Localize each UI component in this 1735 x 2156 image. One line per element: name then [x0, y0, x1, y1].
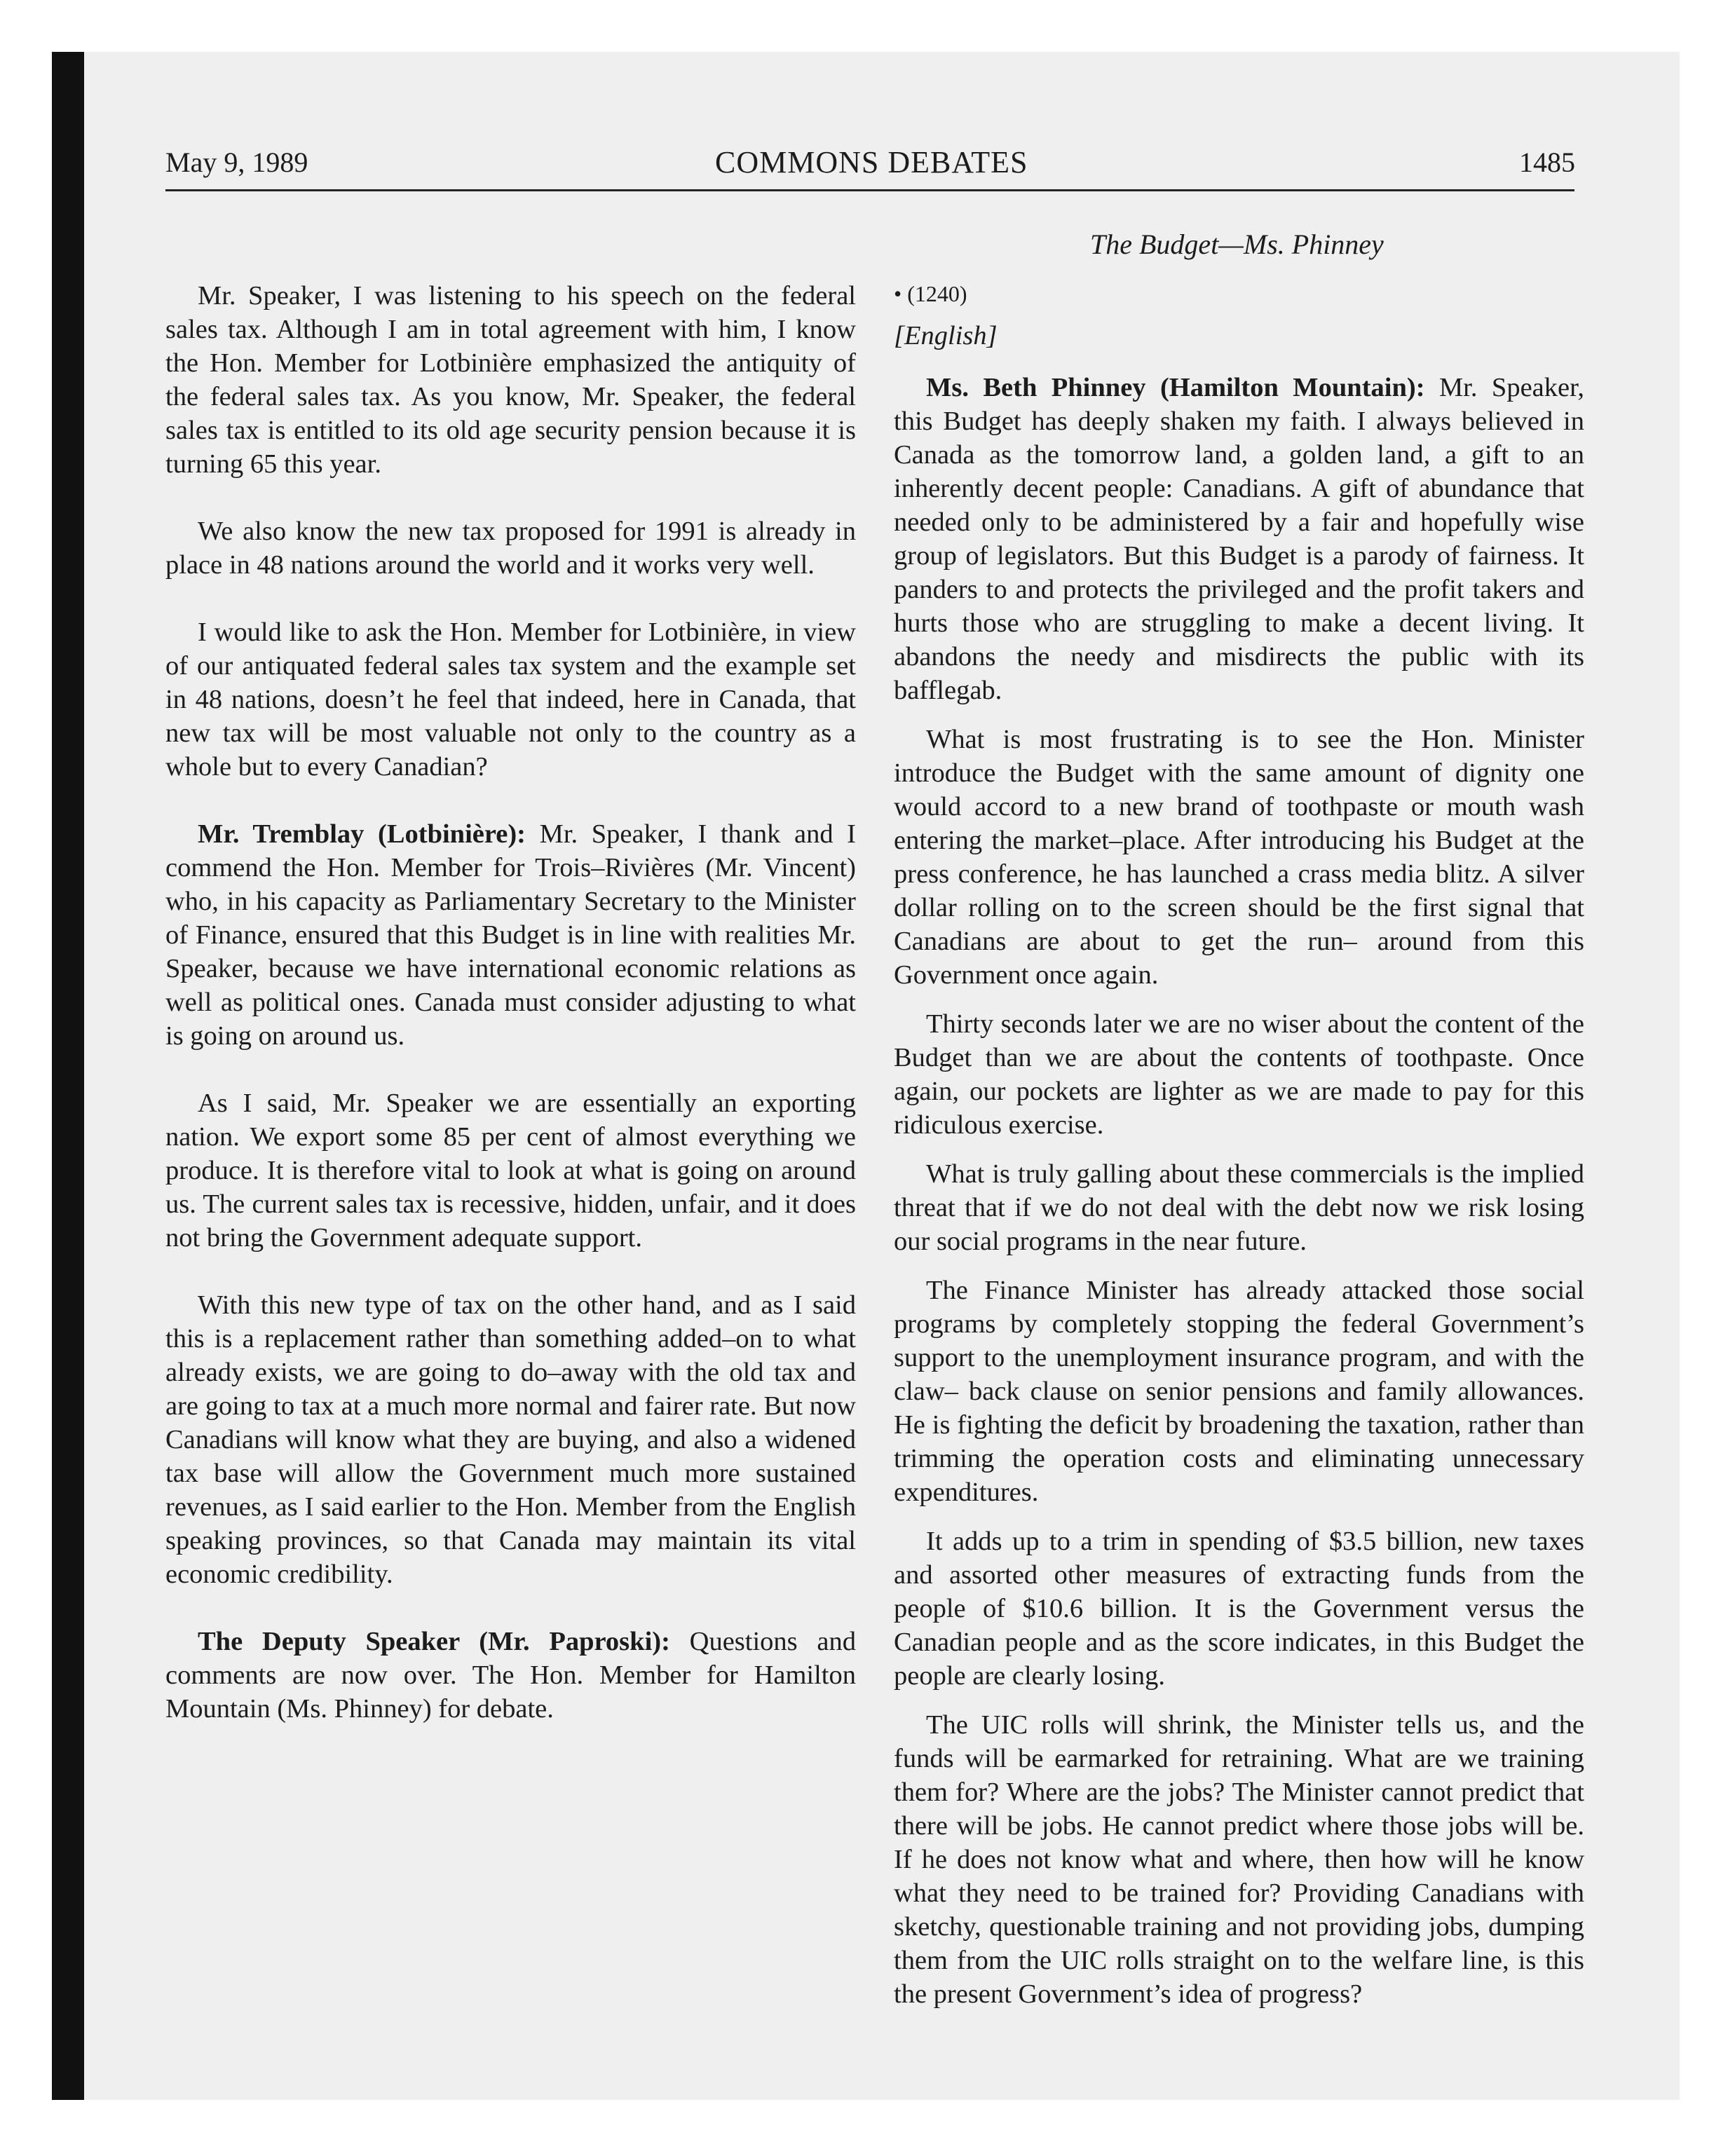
language-marker: [English]	[894, 321, 998, 350]
paragraph: The UIC rolls will shrink, the Minister tells us, and the funds will be earmarked for retraining. What are we training them for? Where are the jobs? The Minister cannot predict that there will be jobs. He cannot predict where those jobs will be. If he does not know what and where, then how will he know what they need to be trained for? Providing Canadians with sketchy, questionable training and not providing jobs, dumping them from the UIC rolls straight on to the welfare line, is this the present Government’s idea of progress?	[894, 1710, 1584, 2009]
binding-edge	[52, 52, 84, 2100]
paragraph: What is truly galling about these commercials is the implied threat that if we do not deal with the debt now we risk losing our social programs in the near future.	[894, 1159, 1584, 1256]
left-column	[165, 279, 856, 1759]
paragraph: It adds up to a trim in spending of $3.5 billion, new taxes and assorted other measures of extracting funds from the people of $10.6 billion. It is the Government versus the Canadian people and as the score indicates, in this Budget the people are clearly losing.	[894, 1527, 1584, 1691]
paragraph: Thirty seconds later we are no wiser about the content of the Budget than we are about the contents of toothpaste. Once again, our pockets are lighter as we are made to pay for this ridiculous exercise.	[894, 1009, 1584, 1140]
header-rule	[165, 189, 1574, 191]
header-page-number: 1485	[1519, 146, 1575, 178]
timestamp: • (1240)	[894, 281, 967, 306]
paragraph	[165, 1625, 856, 1726]
header-publication: COMMONS DEBATES	[715, 145, 1028, 179]
paragraph: Mr. Speaker, I was listening to his speech on the federal sales tax. Although I am in total agreement with him, I know the Hon. Member for Lotbinière emphasized the antiquity of the federal sales tax. As you know, Mr. Speaker, the federal sales tax is entitled to its old age security pension because it is turning 65 this year.	[165, 281, 856, 479]
paragraph: The Finance Minister has already attacked those social programs by completely stopping the federal Government’s support to the unemployment insurance program, and with the claw– back clause on senior pensions and family allowances. He is fighting the deficit by broadening the taxation, rather than trimming the operation costs and eliminating unnecessary expenditures.	[894, 1276, 1584, 1507]
paragraph: What is most frustrating is to see the Hon. Minister introduce the Budget with the same amount of dignity one would accord to a new brand of toothpaste or mouth wash entering the market–place. After introducing his Budget at the press conference, he has launched a crass media blitz. A silver dollar rolling on to the screen should be the first signal that Canadians are about to get the run– around from this Government once again.	[894, 725, 1584, 990]
paragraph	[894, 371, 1584, 707]
speaker-name: The Deputy Speaker (Mr. Paproski):	[198, 1627, 670, 1656]
right-column	[894, 277, 1584, 2026]
paragraph: As I said, Mr. Speaker we are essentially an exporting nation. We export some 85 per cent of almost everything we produce. It is therefore vital to look at what is going on around us. The current sales tax is recessive, hidden, unfair, and it does not bring the Government adequate support.	[165, 1089, 856, 1253]
paragraph: With this new type of tax on the other hand, and as I said this is a replacement rather than something added–on to what already exists, we are going to do–away with the old tax and are going to tax at a much more normal and fairer rate. But now Canadians will know what they are buying, and also a widened tax base will allow the Government much more sustained revenues, as I said earlier to the Hon. Member from the English speaking provinces, so that Canada may maintain its vital economic credibility.	[165, 1290, 856, 1589]
speaker-name: Ms. Beth Phinney (Hamilton Mountain):	[926, 373, 1425, 402]
paragraph: We also know the new tax proposed for 1991 is already in place in 48 nations around the world and it works very well.	[165, 517, 856, 580]
paragraph	[165, 817, 856, 1053]
speech-text: Mr. Speaker, this Budget has deeply shaken my faith. I always believed in Canada as the tomorrow land, a golden land, a gift to an inherently decent people: Canadians. A gift of abundance that needed only to be administered by a fair and hopefully wise group of legislators. But this Budget is a parody of fairness. It panders to and protects the privileged and the profit takers and hurts those who are struggling to make a decent living. It abandons the needy and misdirects the public with its bafflegab.	[894, 373, 1584, 705]
running-title: The Budget—Ms. Phinney	[1090, 228, 1384, 260]
speech-text: Questions and comments are now over. The Hon. Member for Hamilton Mountain (Ms. Phinney) for debate.	[165, 1627, 856, 1724]
header-date: May 9, 1989	[165, 146, 308, 178]
speaker-name: Mr. Tremblay (Lotbinière):	[198, 819, 526, 849]
speech-text: Mr. Speaker, I thank and I commend the Hon. Member for Trois–Rivières (Mr. Vincent) who, in his capacity as Parliamentary Secretary to the Minister of Finance, ensured that this Budget is in line with realities Mr. Speaker, because we have international economic relations as well as political ones. Canada must consider adjusting to what is going on around us.	[165, 819, 856, 1051]
paragraph: I would like to ask the Hon. Member for Lotbinière, in view of our antiquated federal sales tax system and the example set in 48 nations, doesn’t he feel that indeed, here in Canada, that new tax will be most valuable not only to the country as a whole but to every Canadian?	[165, 618, 856, 782]
